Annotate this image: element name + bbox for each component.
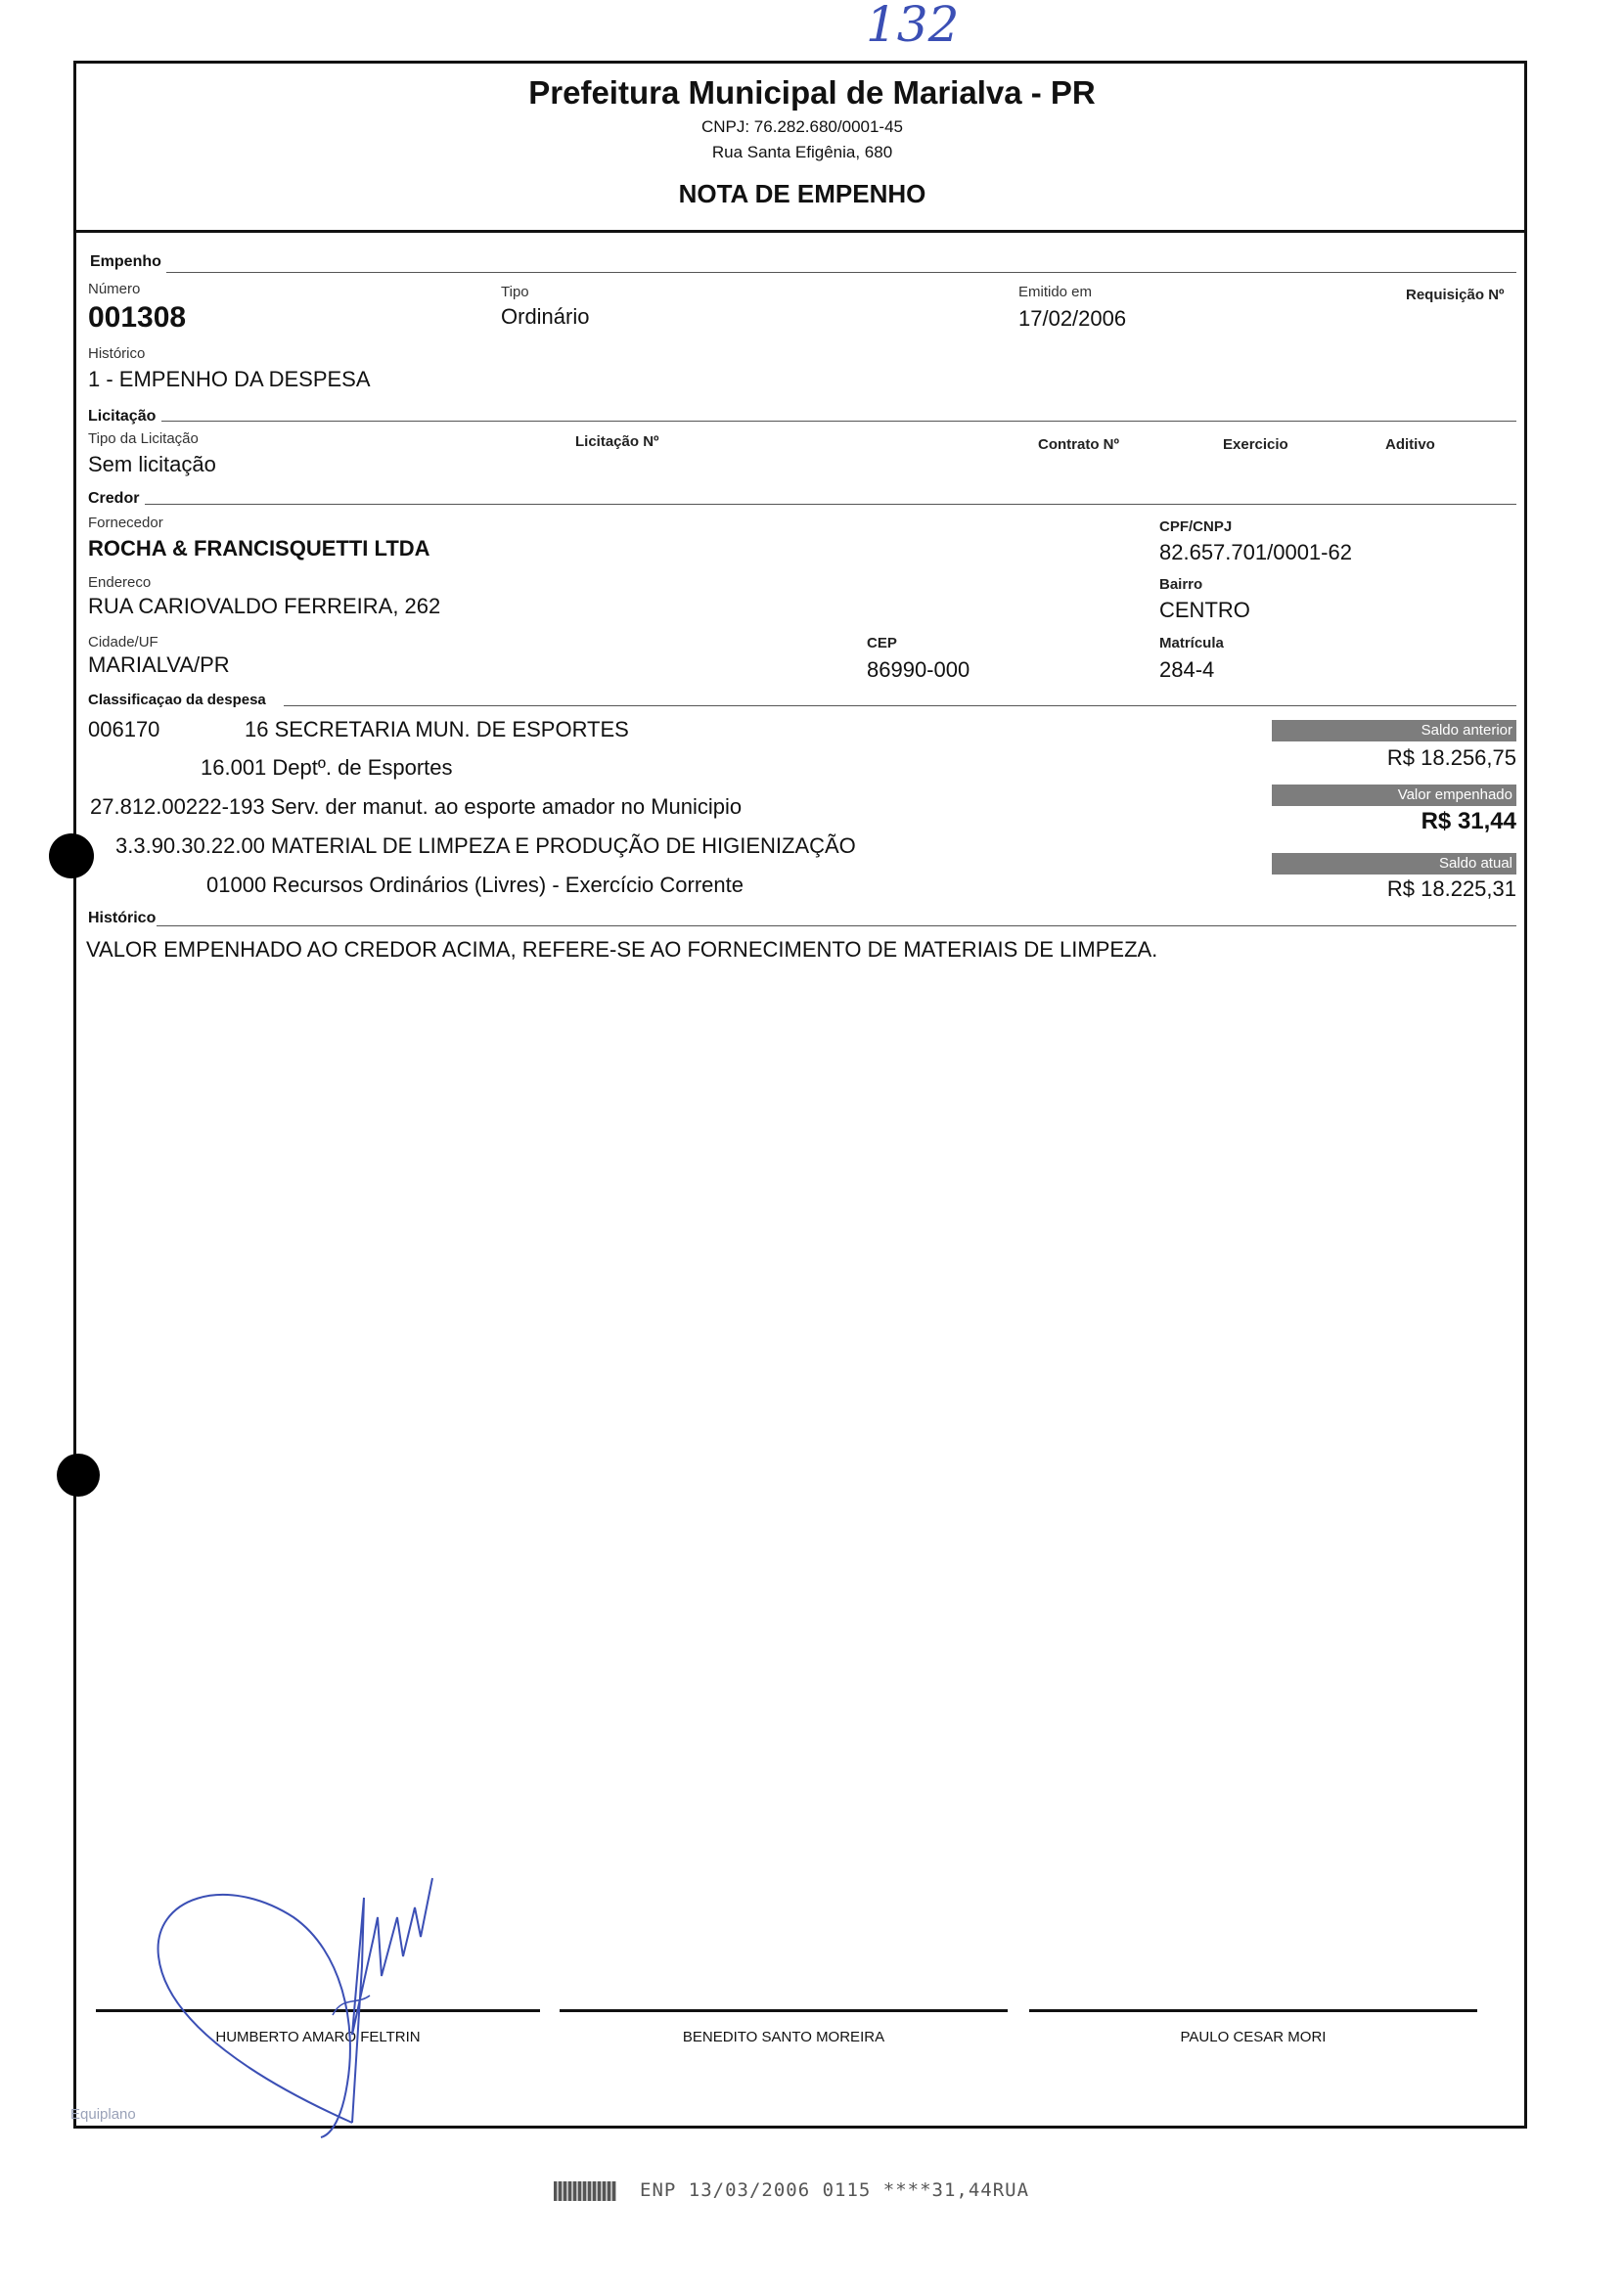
valor-empenhado-value: R$ 31,44 (1421, 808, 1516, 834)
cnpj-value: 82.657.701/0001-62 (1159, 540, 1352, 564)
aditivo-label: Aditivo (1385, 436, 1435, 453)
signature-name-2: BENEDITO SANTO MOREIRA (682, 2029, 885, 2045)
tipo-licitacao-label: Tipo da Licitação (88, 430, 199, 447)
punch-hole-top (49, 833, 94, 878)
punch-hole-bottom (57, 1454, 100, 1497)
empenho-rule (166, 272, 1516, 273)
emitido-label: Emitido em (1018, 284, 1093, 300)
cidade-value: MARIALVA/PR (88, 652, 230, 677)
header-cnpj: CNPJ: 76.282.680/0001-45 (700, 117, 904, 136)
tipo-value: Ordinário (501, 304, 590, 329)
classificacao-programa: 27.812.00222-193 Serv. der manut. ao esporte amador no Municipio (90, 794, 743, 819)
saldo-anterior-label: Saldo anterior (1272, 720, 1516, 741)
numero-label: Número (88, 281, 141, 297)
licitacao-section-label: Licitação (88, 408, 157, 425)
cep-value: 86990-000 (867, 657, 970, 682)
requisicao-label: Requisição Nº (1406, 287, 1505, 303)
classificacao-section-label: Classificaçao da despesa (88, 692, 266, 708)
saldo-atual-label: Saldo atual (1272, 853, 1516, 875)
credor-section-label: Credor (88, 490, 140, 507)
classificacao-recurso: 01000 Recursos Ordinários (Livres) - Exercício Corrente (206, 873, 744, 897)
numero-value: 001308 (88, 301, 187, 334)
header-divider (73, 230, 1527, 233)
signature-line-2 (560, 2009, 1008, 2012)
handwritten-signature (147, 1859, 460, 2142)
valor-empenhado-label: Valor empenhado (1272, 785, 1516, 806)
empenho-historico-value: 1 - EMPENHO DA DESPESA (88, 367, 371, 391)
licitacao-rule (161, 421, 1516, 422)
tipo-licitacao-value: Sem licitação (88, 452, 216, 476)
header-address: Rua Santa Efigênia, 680 (711, 143, 893, 161)
historico-section-label: Histórico (88, 910, 157, 926)
signature-name-1: HUMBERTO AMARO FELTRIN (215, 2029, 421, 2045)
classificacao-secretaria: 16 SECRETARIA MUN. DE ESPORTES (245, 717, 629, 741)
classificacao-elemento: 3.3.90.30.22.00 MATERIAL DE LIMPEZA E PRODUÇÃO DE HIGIENIZAÇÃO (115, 833, 856, 858)
exercicio-label: Exercicio (1223, 436, 1288, 453)
cidade-label: Cidade/UF (88, 634, 158, 651)
stamp-icon (554, 2181, 616, 2201)
validation-stamp: ENP 13/03/2006 0115 ****31,44RUA (640, 2179, 1030, 2201)
contrato-label: Contrato Nº (1038, 436, 1119, 453)
emitido-value: 17/02/2006 (1018, 306, 1127, 331)
fornecedor-value: ROCHA & FRANCISQUETTI LTDA (88, 536, 430, 561)
licitacao-numero-label: Licitação Nº (575, 433, 659, 450)
empenho-section-label: Empenho (90, 253, 161, 270)
bairro-label: Bairro (1159, 576, 1203, 593)
classificacao-code: 006170 (88, 717, 160, 741)
header-title: Prefeitura Municipal de Marialva - PR (528, 74, 1096, 111)
cep-label: CEP (867, 635, 897, 651)
doc-title: NOTA DE EMPENHO (678, 179, 926, 208)
handwritten-page-number: 132 (866, 0, 960, 53)
historico-text: VALOR EMPENHADO AO CREDOR ACIMA, REFERE-SE AO FORNECIMENTO DE MATERIAIS DE LIMPEZA. (86, 937, 1158, 962)
endereco-label: Endereco (88, 574, 152, 591)
credor-rule (145, 504, 1516, 505)
software-footer: Equiplano (70, 2106, 136, 2123)
tipo-label: Tipo (501, 284, 529, 300)
classificacao-rule (284, 705, 1516, 706)
matricula-label: Matrícula (1159, 635, 1224, 651)
cnpj-label: CPF/CNPJ (1159, 518, 1233, 535)
signature-line-3 (1029, 2009, 1477, 2012)
bairro-value: CENTRO (1159, 598, 1250, 622)
matricula-value: 284-4 (1159, 657, 1215, 682)
fornecedor-label: Fornecedor (88, 515, 163, 531)
historico-rule (157, 925, 1516, 926)
signature-name-3: PAULO CESAR MORI (1180, 2029, 1327, 2045)
classificacao-departamento: 16.001 Deptº. de Esportes (201, 755, 453, 780)
saldo-anterior-value: R$ 18.256,75 (1386, 745, 1516, 770)
empenho-historico-label: Histórico (88, 345, 146, 362)
endereco-value: RUA CARIOVALDO FERREIRA, 262 (88, 594, 441, 618)
saldo-atual-value: R$ 18.225,31 (1386, 876, 1516, 901)
